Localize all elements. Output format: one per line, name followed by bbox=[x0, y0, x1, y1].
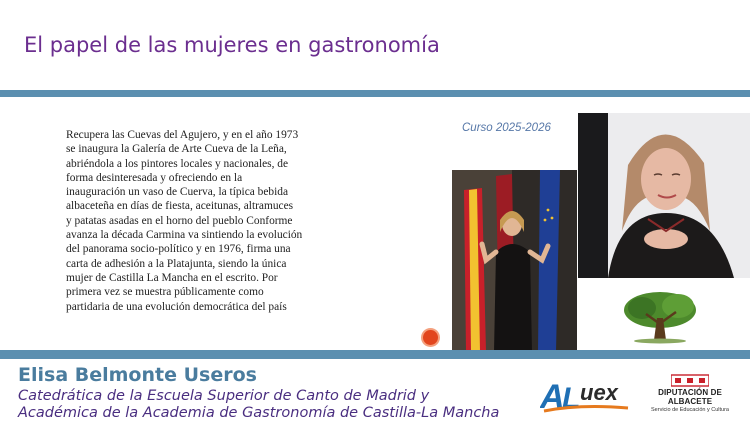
body-line: mujer de Castilla La Mancha en el escrito. Por bbox=[66, 271, 278, 284]
diputacion-emblem-icon bbox=[671, 374, 709, 387]
speaker-photo bbox=[578, 113, 750, 278]
body-line: Recupera las Cuevas del Agujero, y en el año 1973 bbox=[66, 129, 299, 141]
body-line: abriéndola a los pintores locales y nacionales, de bbox=[66, 157, 289, 170]
slide-title: El papel de las mujeres en gastronomía bbox=[24, 33, 440, 57]
body-text bbox=[66, 128, 336, 314]
body-line: forma desinteresada y ofreciendo en la bbox=[66, 171, 243, 184]
diputacion-logo bbox=[636, 374, 744, 414]
body-line: carta de adhesión a la Platajunta, siendo la única bbox=[66, 257, 287, 270]
aluex-logo-image bbox=[540, 374, 632, 414]
body-line: inauguración un vaso de Cuerva, la típica bebida bbox=[66, 186, 289, 199]
body-line: primera vez se muestra públicamente como bbox=[66, 286, 264, 299]
speaker-role-line-1: Catedrática de la Escuela Superior de Canto de Madrid y bbox=[18, 388, 430, 404]
diputacion-subtitle: Servicio de Educación y Cultura bbox=[651, 407, 729, 413]
course-label: Curso 2025-2026 bbox=[462, 122, 551, 134]
speaker-photo-image bbox=[578, 113, 750, 278]
body-line: se inaugura la Galería de Arte Cueva de la Leña, bbox=[66, 143, 287, 156]
diputacion-name: DIPUTACIÓN DE ALBACETE bbox=[658, 388, 722, 406]
aluex-logo bbox=[540, 374, 632, 414]
body-line: partidaria de una evolución democrática del país bbox=[66, 300, 287, 313]
body-line: avanza la década Carmina va sintiendo la evolución bbox=[66, 229, 303, 242]
interpreter-photo-image bbox=[452, 170, 577, 352]
body-line: y patatas asadas en el horno del pueblo Conforme bbox=[66, 214, 293, 227]
interpreter-photo bbox=[452, 170, 577, 352]
speaker-role-line-2: Académica de la Academia de Gastronomía de Castilla-La Mancha bbox=[18, 405, 500, 421]
svg-text:L: L bbox=[562, 382, 581, 414]
tree-logo bbox=[620, 288, 700, 344]
bottom-divider-bar bbox=[0, 350, 750, 359]
orange-dot-icon bbox=[423, 330, 438, 345]
body-line: albaceteña en días de fiesta, aceitunas, altramuces bbox=[66, 200, 294, 213]
top-divider-bar bbox=[0, 90, 750, 97]
tree-icon bbox=[620, 288, 700, 344]
svg-text:A: A bbox=[540, 378, 565, 414]
body-line: del panorama socio-político y en 1976, firma una bbox=[66, 243, 291, 256]
speaker-name: Elisa Belmonte Useros bbox=[18, 364, 257, 386]
svg-text:uex: uex bbox=[580, 380, 618, 405]
